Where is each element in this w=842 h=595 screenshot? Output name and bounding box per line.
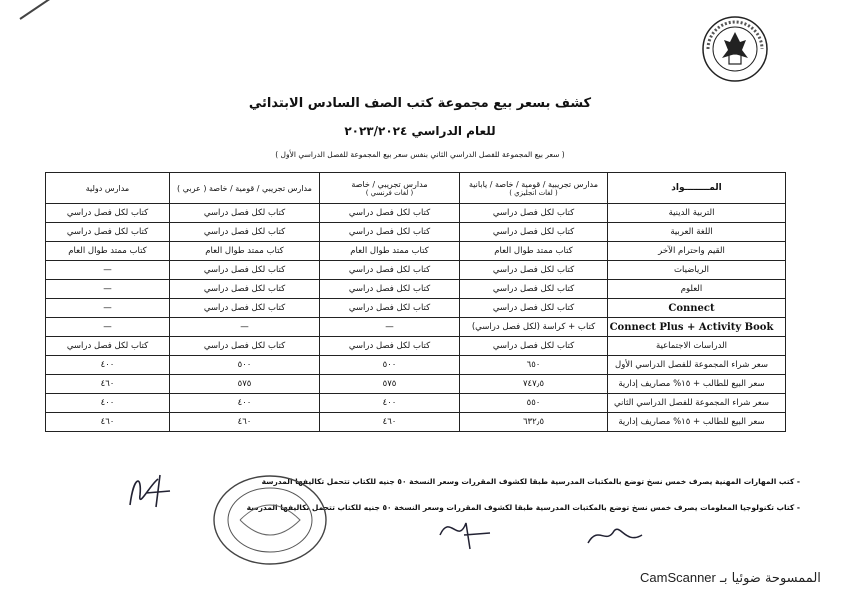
price-cell: ٥٠٠: [170, 356, 320, 375]
signature-middle: [430, 505, 500, 555]
price-cell: ٤٦٠: [170, 413, 320, 432]
price-cell: ٤٦٠: [46, 413, 170, 432]
table-cell: كتاب لكل فصل دراسي: [320, 261, 460, 280]
table-row: [46, 413, 786, 432]
table-cell: كتاب لكل فصل دراسي: [460, 337, 608, 356]
pricing-note: ( سعر بيع المجموعة للفصل الدراسي الثاني بنفس سعر بيع المجموعة للفصل الدراسي الأول ): [275, 150, 565, 159]
subject-cell: القيم واحترام الآخر: [608, 242, 786, 261]
signature-left: [120, 465, 180, 515]
table-cell: —: [46, 318, 170, 337]
footer-note-ict: - كتاب تكنولوجيا المعلومات يصرف خمس نسخ توضع بالمكتبات المدرسية طبقا لكشوف المقررات وسعر النسخة ٥٠ جنيه للكتاب تتحمل تكاليفها المدرسة: [246, 503, 800, 512]
price-cell: ٤٠٠: [170, 394, 320, 413]
subject-cell: Connect: [608, 299, 786, 318]
table-cell: كتاب ممتد طوال العام: [170, 242, 320, 261]
subject-cell: التربية الدينية: [608, 204, 786, 223]
price-cell: ٤٦٠: [46, 375, 170, 394]
table-row: [46, 337, 786, 356]
price-cell: ٤٠٠: [46, 394, 170, 413]
subject-cell: سعر شراء المجموعة للفصل الدراسي الأول: [608, 356, 786, 375]
table-row: [46, 318, 786, 337]
table-cell: كتاب لكل فصل دراسي: [170, 337, 320, 356]
header-english-schools: مدارس تجريبية / قومية / خاصة / يابانية ( لغات انجليزي ): [460, 173, 608, 204]
table-cell: كتاب لكل فصل دراسي: [46, 204, 170, 223]
ministry-logo: [700, 14, 770, 84]
price-cell: ٦٥٠: [460, 356, 608, 375]
watermark-app: CamScanner: [640, 570, 716, 585]
page-title: كشف بسعر بيع مجموعة كتب الصف السادس الابتدائي: [248, 96, 592, 111]
subject-cell: سعر شراء المجموعة للفصل الدراسي الثاني: [608, 394, 786, 413]
subject-cell: سعر البيع للطالب + ١٥% مصاريف إدارية: [608, 413, 786, 432]
table-cell: —: [170, 318, 320, 337]
price-cell: ٤٦٠: [320, 413, 460, 432]
price-cell: ٥٧٥: [320, 375, 460, 394]
subject-cell: سعر البيع للطالب + ١٥% مصاريف إدارية: [608, 375, 786, 394]
footer-note-vocational: - كتب المهارات المهنية يصرف خمس نسخ توضع بالمكتبات المدرسية طبقا لكشوف المقررات وسعر النسخة ٥٠ جنيه للكتاب تتحمل تكاليفها المدرسة: [261, 477, 800, 486]
table-cell: كتاب لكل فصل دراسي: [46, 337, 170, 356]
table-row: [46, 261, 786, 280]
subject-cell: الدراسات الاجتماعية: [608, 337, 786, 356]
table-cell: كتاب لكل فصل دراسي: [320, 204, 460, 223]
header-subjects: المــــــــواد: [608, 173, 786, 204]
price-cell: ٤٠٠: [46, 356, 170, 375]
table-cell: كتاب لكل فصل دراسي: [460, 261, 608, 280]
table-cell: كتاب لكل فصل دراسي: [170, 261, 320, 280]
table-header-row: [46, 173, 786, 204]
price-cell: ٥٧٥: [170, 375, 320, 394]
table-cell: كتاب لكل فصل دراسي: [46, 223, 170, 242]
table-row: [46, 394, 786, 413]
table-cell: كتاب لكل فصل دراسي: [460, 299, 608, 318]
subject-cell: العلوم: [608, 280, 786, 299]
price-table: [45, 172, 786, 432]
school-year: للعام الدراسي ٢٠٢٣/٢٠٢٤: [344, 124, 496, 138]
table-cell: كتاب ممتد طوال العام: [320, 242, 460, 261]
table-cell: كتاب لكل فصل دراسي: [460, 204, 608, 223]
watermark-prefix: الممسوحة ضوئيا بـ: [720, 571, 821, 586]
table-cell: كتاب لكل فصل دراسي: [170, 204, 320, 223]
table-cell: كتاب لكل فصل دراسي: [170, 223, 320, 242]
subject-cell: الرياضيات: [608, 261, 786, 280]
table-row: [46, 356, 786, 375]
price-cell: ٥٠٠: [320, 356, 460, 375]
table-cell: كتاب لكل فصل دراسي: [170, 280, 320, 299]
table-cell: كتاب ممتد طوال العام: [460, 242, 608, 261]
table-cell: كتاب لكل فصل دراسي: [460, 280, 608, 299]
price-cell: ٤٠٠: [320, 394, 460, 413]
subject-cell: Connect Plus + Activity Book: [608, 318, 786, 337]
table-row: [46, 375, 786, 394]
table-cell: كتاب ممتد طوال العام: [46, 242, 170, 261]
table-cell: كتاب لكل فصل دراسي: [460, 223, 608, 242]
table-row: [46, 204, 786, 223]
table-cell: كتاب لكل فصل دراسي: [320, 223, 460, 242]
header-arabic-schools: مدارس تجريبي / قومية / خاصة ( عربي ): [170, 173, 320, 204]
price-cell: ٧٤٧٫٥: [460, 375, 608, 394]
table-cell: كتاب لكل فصل دراسي: [320, 337, 460, 356]
table-cell: —: [46, 280, 170, 299]
table-cell: كتاب لكل فصل دراسي: [320, 299, 460, 318]
table-cell: —: [320, 318, 460, 337]
camscanner-watermark: [640, 570, 821, 586]
table-cell: —: [46, 261, 170, 280]
subject-cell: اللغة العربية: [608, 223, 786, 242]
signature-right: [580, 515, 650, 555]
table-cell: كتاب لكل فصل دراسي: [170, 299, 320, 318]
corner-mark: [19, 0, 85, 20]
table-row: [46, 242, 786, 261]
table-row: [46, 280, 786, 299]
table-cell: كتاب لكل فصل دراسي: [320, 280, 460, 299]
table-row: [46, 223, 786, 242]
official-stamp: [210, 470, 330, 570]
header-french-schools: مدارس تجريبي / خاصة ( لغات فرنسي ): [320, 173, 460, 204]
price-cell: ٦٣٢٫٥: [460, 413, 608, 432]
table-cell: —: [46, 299, 170, 318]
table-cell: كتاب + كراسة (لكل فصل دراسي): [460, 318, 608, 337]
price-cell: ٥٥٠: [460, 394, 608, 413]
header-international-schools: مدارس دولية: [46, 173, 170, 204]
table-row: [46, 299, 786, 318]
